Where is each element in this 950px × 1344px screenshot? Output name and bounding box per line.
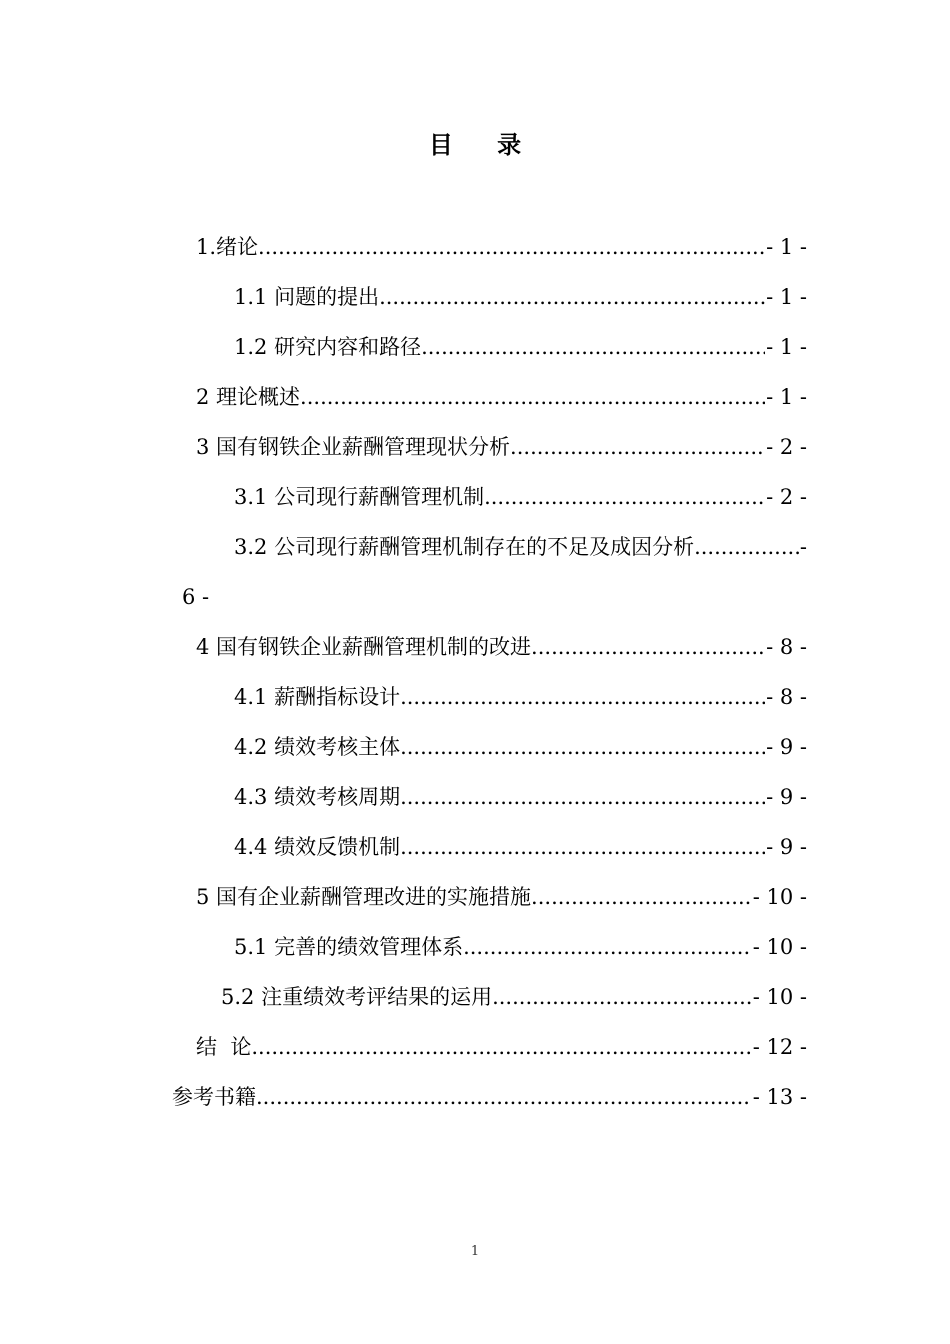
toc-entry-page: - 9 - [766, 785, 807, 809]
toc-entry-page: - 9 - [766, 735, 807, 759]
toc-entry-page: - 8 - [766, 635, 807, 659]
toc-dot-leader [400, 722, 765, 772]
toc-entry-label: 3.2 公司现行薪酬管理机制存在的不足及成因分析 [234, 535, 695, 559]
toc-entry-3-1[interactable] [234, 472, 807, 522]
toc-entry-4-4[interactable] [234, 822, 807, 872]
toc-entry-label: 5 国有企业薪酬管理改进的实施措施 [196, 885, 532, 909]
toc-entry-label: 3 国有钢铁企业薪酬管理现状分析 [196, 435, 511, 459]
toc-entry-label: 4.1 薪酬指标设计 [234, 685, 401, 709]
toc-entry-page: - 1 - [766, 385, 807, 409]
toc-entry-label: 4.2 绩效考核主体 [234, 735, 401, 759]
toc-dot-leader [510, 422, 765, 472]
toc-entry-page: - 8 - [766, 685, 807, 709]
toc-entry-5-2[interactable] [221, 972, 807, 1022]
toc-entry-5[interactable] [196, 872, 807, 922]
toc-entry-4-3[interactable] [234, 772, 807, 822]
toc-entry-page: - 1 - [766, 235, 807, 259]
toc-entry-label: 4.4 绩效反馈机制 [234, 835, 401, 859]
toc-entry-label: 5.1 完善的绩效管理体系 [234, 935, 464, 959]
toc-entry-3-2[interactable] [234, 522, 807, 572]
footer-page-number: 1 [470, 1244, 480, 1259]
toc-entry-introduction[interactable] [196, 222, 807, 272]
toc-entry-4-2[interactable] [234, 722, 807, 772]
toc-entry-page: - 10 - [752, 935, 807, 959]
toc-entry-page: - 9 - [766, 835, 807, 859]
toc-dot-leader [694, 522, 799, 572]
toc-dot-leader [251, 1022, 751, 1072]
toc-entry-2[interactable] [196, 372, 807, 422]
toc-entry-label: 3.1 公司现行薪酬管理机制 [234, 485, 485, 509]
toc-entry-page: - 2 - [766, 485, 807, 509]
toc-entry-references[interactable] [172, 1072, 807, 1122]
toc-dot-leader [400, 822, 765, 872]
toc-dot-leader [400, 672, 765, 722]
toc-dot-leader [400, 772, 765, 822]
toc-entry-label: 参考书籍 [172, 1085, 256, 1109]
toc-entry-3-2-page-continuation: 6 - [182, 585, 210, 609]
toc-dot-leader [258, 222, 765, 272]
page-title: 目 录 [428, 130, 540, 159]
toc-entry-label: 结 论 [196, 1035, 252, 1059]
toc-entry-label: 5.2 注重绩效考评结果的运用 [221, 985, 493, 1009]
toc-entry-page: - 1 - [766, 335, 807, 359]
toc-dot-leader [379, 272, 765, 322]
toc-entry-label: 1.1 问题的提出 [234, 285, 380, 309]
toc-dot-leader [531, 872, 752, 922]
toc-entry-page: - 13 - [752, 1085, 807, 1109]
toc-entry-page: - [799, 535, 807, 559]
toc-dot-leader [300, 372, 765, 422]
toc-dot-leader [531, 622, 765, 672]
toc-entry-conclusion[interactable] [196, 1022, 807, 1072]
toc-entry-4[interactable] [196, 622, 807, 672]
toc-dot-leader [484, 472, 765, 522]
toc-dot-leader [256, 1072, 752, 1122]
toc-entry-page: - 1 - [766, 285, 807, 309]
toc-entry-5-1[interactable] [234, 922, 807, 972]
toc-entry-label: 4.3 绩效考核周期 [234, 785, 401, 809]
toc-dot-leader [492, 972, 752, 1022]
toc-entry-4-1[interactable] [234, 672, 807, 722]
toc-entry-3[interactable] [196, 422, 807, 472]
toc-entry-label: 1.2 研究内容和路径 [234, 335, 422, 359]
toc-entry-page: - 10 - [752, 985, 807, 1009]
toc-entry-1-2[interactable] [234, 322, 807, 372]
toc-entry-label: 4 国有钢铁企业薪酬管理机制的改进 [196, 635, 532, 659]
toc-entry-page: - 2 - [766, 435, 807, 459]
toc-entry-label: 1.绪论 [196, 235, 259, 259]
toc-entry-page: - 10 - [752, 885, 807, 909]
toc-dot-leader [463, 922, 752, 972]
toc-dot-leader [421, 322, 765, 372]
toc-entry-1-1[interactable] [234, 272, 807, 322]
toc-entry-page: - 12 - [752, 1035, 807, 1059]
toc-entry-label: 2 理论概述 [196, 385, 301, 409]
